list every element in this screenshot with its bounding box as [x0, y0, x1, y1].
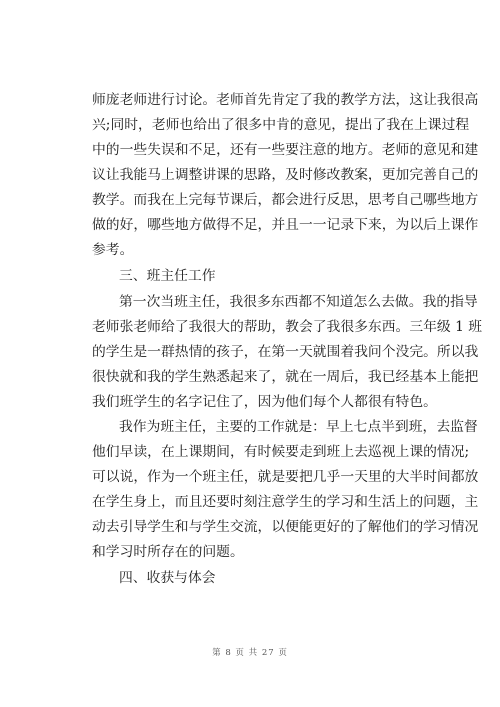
text-line: 兴;同时，老师也给出了很多中肯的意见，提出了我在上课过程	[92, 117, 470, 133]
text-line: 和学习时所存在的问题。	[92, 544, 244, 560]
text-line: 第一次当班主任，我很多东西都不知道怎么去做。我的指导	[119, 294, 478, 310]
text-line: 的学生是一群热情的孩子，在第一天就围着我问个没完。所以我	[92, 344, 479, 360]
document-body	[92, 88, 483, 592]
text-line: 老师张老师给了我很大的帮助，教会了我很多东西。三年级 1 班	[92, 319, 483, 335]
text-line: 他们早读，在上课期间，有时候要走到班上去巡视上课的情况;	[92, 444, 470, 460]
page-footer: 第 8 页 共 27 页	[212, 648, 288, 658]
text-line: 动去引导学生和与学生交流，以便能更好的了解他们的学习情况	[92, 519, 479, 535]
text-line: 教学。而我在上完每节课后，都会进行反思，思考自己哪些地方	[92, 192, 479, 208]
text-line: 我作为班主任，主要的工作就是：早上七点半到班，去监督	[119, 419, 478, 435]
paragraph-homeroom-first	[92, 290, 483, 415]
text-line: 参考。	[92, 242, 134, 258]
text-line: 议让我能马上调整讲课的思路，及时修改教案，更加完善自己的	[92, 167, 479, 183]
text-line: 做的好，哪些地方做得不足，并且一一记录下来，为以后上课作	[92, 217, 479, 233]
text-line: 师庞老师进行讨论。老师首先肯定了我的教学方法，这让我很高	[92, 92, 479, 108]
text-line: 在学生身上，而且还要时刻注意学生的学习和生活上的问题，主	[92, 494, 479, 510]
paragraph-teaching-discussion	[92, 88, 479, 263]
section-heading-homeroom: 三、班主任工作	[119, 268, 216, 284]
text-line: 很快就和我的学生熟悉起来了，就在一周后，我已经基本上能把	[92, 369, 479, 385]
text-line: 可以说，作为一个班主任，就是要把几乎一天里的大半时间都放	[92, 469, 479, 485]
text-line: 中的一些失误和不足，还有一些要注意的地方。老师的意见和建	[92, 142, 479, 158]
text-line: 我们班学生的名字记住了，因为他们每个人都很有特色。	[92, 394, 437, 410]
paragraph-homeroom-duties	[92, 415, 479, 565]
section-heading-gains: 四、收获与体会	[119, 570, 216, 586]
